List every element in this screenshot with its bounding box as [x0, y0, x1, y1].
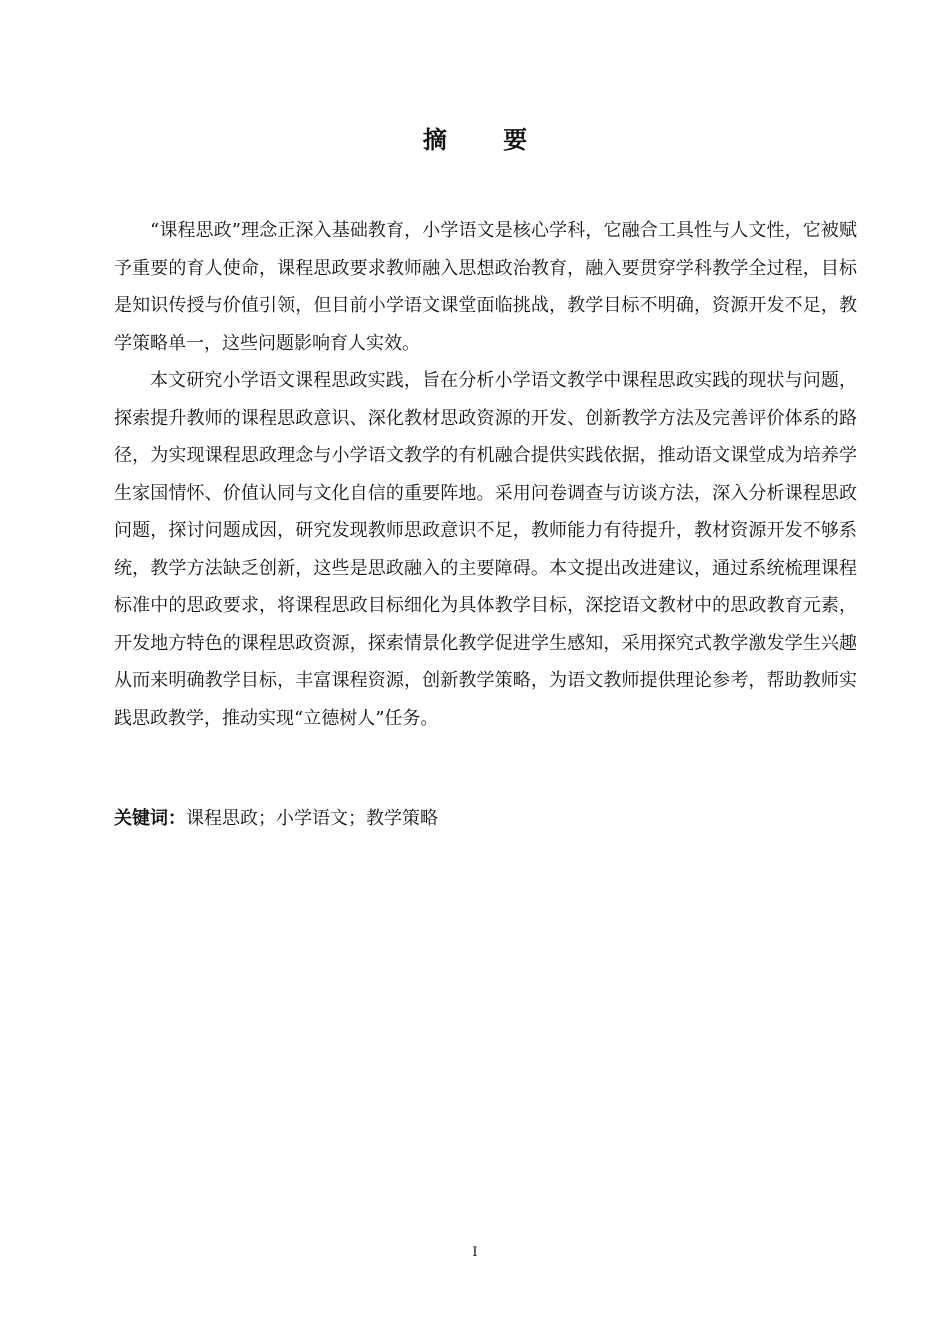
abstract-paragraph: “课程思政”理念正深入基础教育，小学语文是核心学科，它融合工具性与人文性，它被赋予重要的育人使命，课程思政要求教师融入思想政治教育，融入要贯穿学科教学全过程，目标是知识传授与价值引领，但目前小学语文课堂面临挑战，教学目标不明确，资源开发不足，教学策略单一，这些问题影响育人实效。 [114, 220, 857, 354]
keywords-line [114, 803, 857, 835]
abstract-body [114, 212, 857, 737]
page-number: I [472, 1245, 478, 1260]
abstract-paragraph: 本文研究小学语文课程思政实践，旨在分析小学语文教学中课程思政实践的现状与问题，探索提升教师的课程思政意识、深化教材思政资源的开发、创新教学方法及完善评价体系的路径，为实现课程思政理念与小学语文教学的有机融合提供实践依据，推动语文课堂成为培养学生家国情怀、价值认同与文化自信的重要阵地。采用问卷调查与访谈方法，深入分析课程思政问题，探讨问题成因，研究发现教师思政意识不足，教师能力有待提升，教材资源开发不够系统，教学方法缺乏创新，这些是思政融入的主要障碍。本文提出改进建议，通过系统梳理课程标准中的思政要求，将课程思政目标细化为具体教学目标，深挖语文教材中的思政教育元素，开发地方特色的课程思政资源，探索情景化教学促进学生感知，采用探究式教学激发学生兴趣从而来明确教学目标，丰富课程资源，创新教学策略，为语文教师提供理论参考，帮助教师实践思政教学，推动实现“立德树人”任务。 [114, 370, 857, 729]
page-title: 摘 要 [422, 126, 552, 154]
keywords-label: 关键词： [114, 808, 186, 829]
keywords-value: 课程思政；小学语文；教学策略 [186, 808, 438, 829]
